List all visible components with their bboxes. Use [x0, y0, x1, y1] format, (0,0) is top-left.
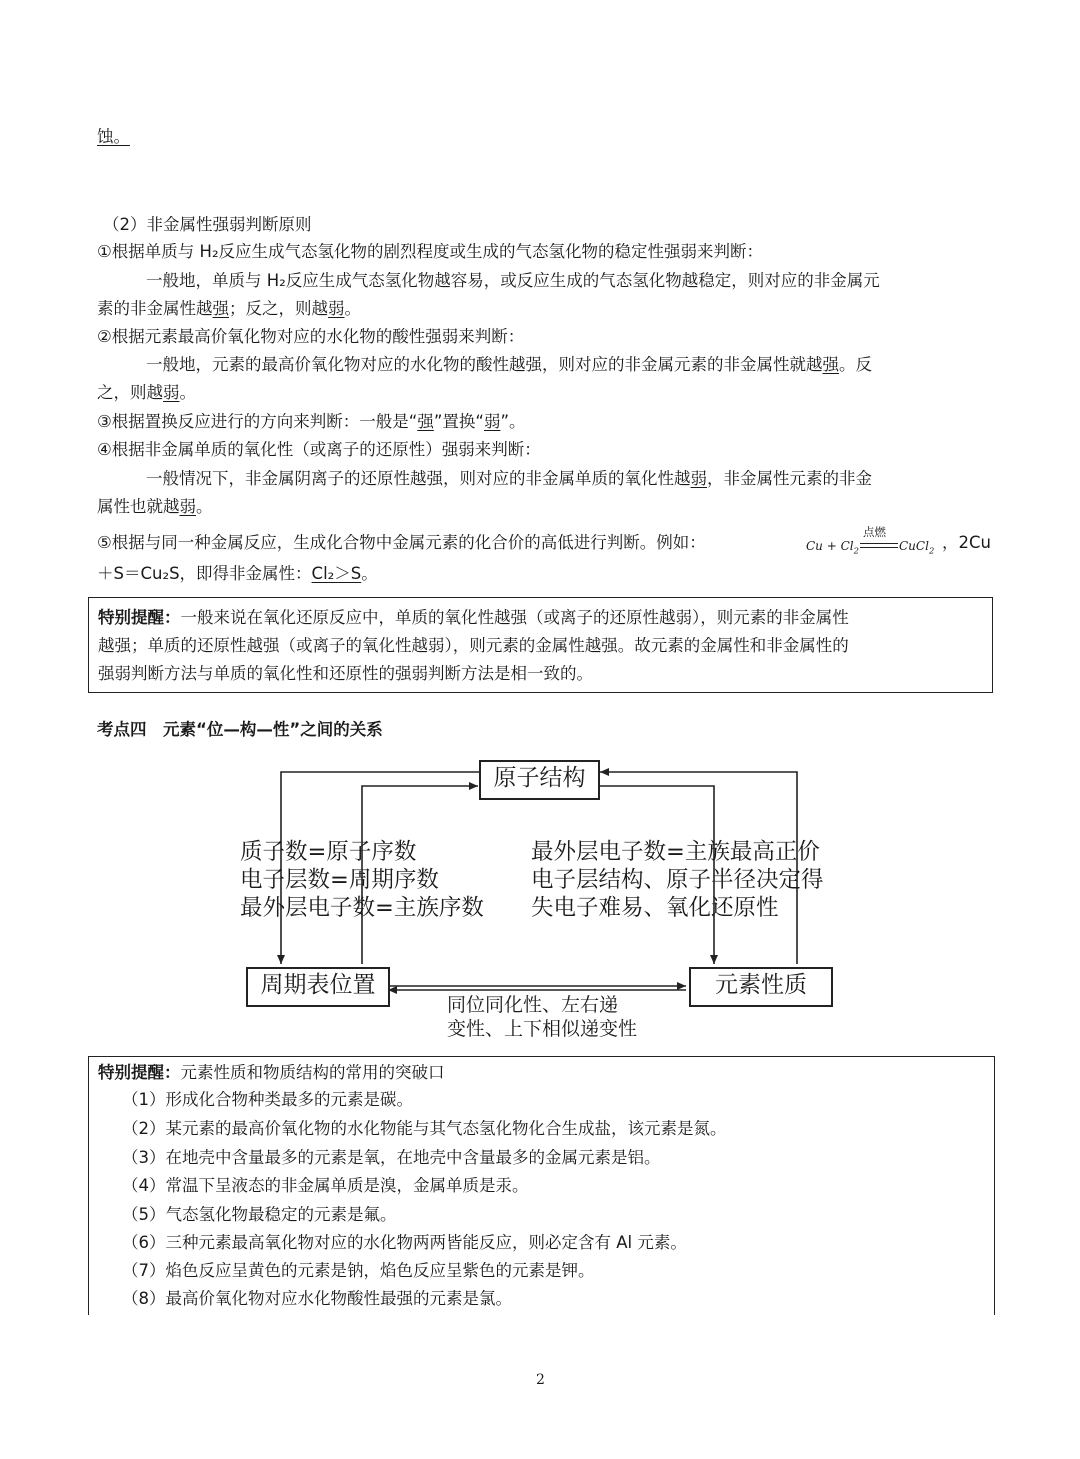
rule5-line2: ＋S＝Cu₂S，即得非金属性：Cl₂＞S。: [97, 564, 378, 583]
rule2-title: ②根据元素最高价氧化物对应的水化物的酸性强弱来判断：: [97, 327, 525, 346]
left-relation-2: 电子层数=周期序数: [240, 867, 439, 893]
rule2-body-line2: 之，则越弱。: [97, 383, 196, 402]
page-number: 2: [536, 1372, 545, 1388]
right-relation-1: 最外层电子数=主族最高正价: [531, 839, 820, 865]
rule4-body-line2: 属性也就越弱。: [97, 497, 213, 516]
right-relation-2: 电子层结构、原子半径决定得: [531, 867, 824, 893]
special-notice-box: [88, 597, 993, 693]
notice-line3: 强弱判断方法与单质的氧化性和还原性的强弱判断方法是相一致的。: [98, 664, 593, 683]
section-title: 考点四 元素“位—构—性”之间的关系: [97, 720, 383, 739]
breakthrough-item: （5）气态氢化物最稳定的元素是氟。: [122, 1205, 397, 1224]
breakthrough-item: （3）在地壳中含量最多的元素是氧，在地壳中含量最多的金属元素是铝。: [122, 1148, 661, 1167]
top-fragment: 蚀。: [97, 127, 130, 146]
breakthrough-item: （7）焰色反应呈黄色的元素是钠，焰色反应呈紫色的元素是钾。: [122, 1261, 595, 1280]
notice-line2: 越强；单质的还原性越强（或离子的氧化性越弱），则元素的金属性越强。故元素的金属性和非金属性的: [98, 636, 849, 655]
rule2-body-line1: 一般地，元素的最高价氧化物对应的水化物的酸性越强，则对应的非金属元素的非金属性就越强。反: [146, 355, 872, 374]
rule3: ③根据置换反应进行的方向来判断：一般是“强”置换“弱”。: [97, 412, 526, 431]
notice-line1: 特别提醒：一般来说在氧化还原反应中，单质的氧化性越强（或离子的还原性越弱），则元素的非金属性: [98, 608, 849, 627]
breakthrough-item: （8）最高价氧化物对应水化物酸性最强的元素是氯。: [122, 1289, 512, 1308]
rule5-line1-tail: ，2Cu: [942, 533, 991, 552]
rule1-body-line1: 一般地，单质与 H₂反应生成气态氢化物越容易，或反应生成的气态氢化物越稳定，则对应的非金属元: [146, 271, 880, 290]
rule4-title: ④根据非金属单质的氧化性（或离子的还原性）强弱来判断：: [97, 440, 541, 459]
node-atomic-structure: 原子结构: [479, 760, 600, 800]
node-periodic-position: 周期表位置: [246, 967, 390, 1007]
right-relation-3: 失电子难易、氧化还原性: [531, 895, 779, 921]
breakthrough-item: （1）形成化合物种类最多的元素是碳。: [122, 1090, 413, 1109]
bottom-relation-1: 同位同化性、左右递: [447, 994, 619, 1016]
breakthrough-item: （4）常温下呈液态的非金属单质是溴，金属单质是汞。: [122, 1176, 529, 1195]
reaction-formula: $Cu + Cl_2$ 点燃 CuCl$_2$: [806, 525, 935, 556]
bottom-relation-2: 变性、上下相似递变性: [447, 1018, 638, 1040]
breakthrough-item: （2）某元素的最高价氧化物的水化物能与其气态氢化物化合生成盐，该元素是氮。: [122, 1119, 727, 1138]
rule5-line1: ⑤根据与同一种金属反应，生成化合物中金属元素的化合价的高低进行判断。例如：: [97, 533, 706, 552]
breakthrough-notice-box: [88, 1056, 995, 1315]
rule1-body-line2: 素的非金属性越强；反之，则越弱。: [97, 299, 361, 318]
node-element-properties: 元素性质: [689, 967, 833, 1007]
breakthrough-item: （6）三种元素最高氧化物对应的水化物两两皆能反应，则必定含有 Al 元素。: [122, 1233, 687, 1252]
left-relation-3: 最外层电子数=主族序数: [240, 895, 484, 921]
notice2-title: 特别提醒：元素性质和物质结构的常用的突破口: [98, 1063, 445, 1082]
rule4-body-line1: 一般情况下，非金属阴离子的还原性越强，则对应的非金属单质的氧化性越弱，非金属性元素的非金: [146, 469, 872, 488]
section-heading: （2）非金属性强弱判断原则: [103, 215, 312, 234]
left-relation-1: 质子数=原子序数: [240, 839, 417, 865]
rule1-title: ①根据单质与 H₂反应生成气态氢化物的剧烈程度或生成的气态氢化物的稳定性强弱来判断：: [97, 242, 764, 261]
reaction-condition: 点燃: [863, 525, 886, 539]
